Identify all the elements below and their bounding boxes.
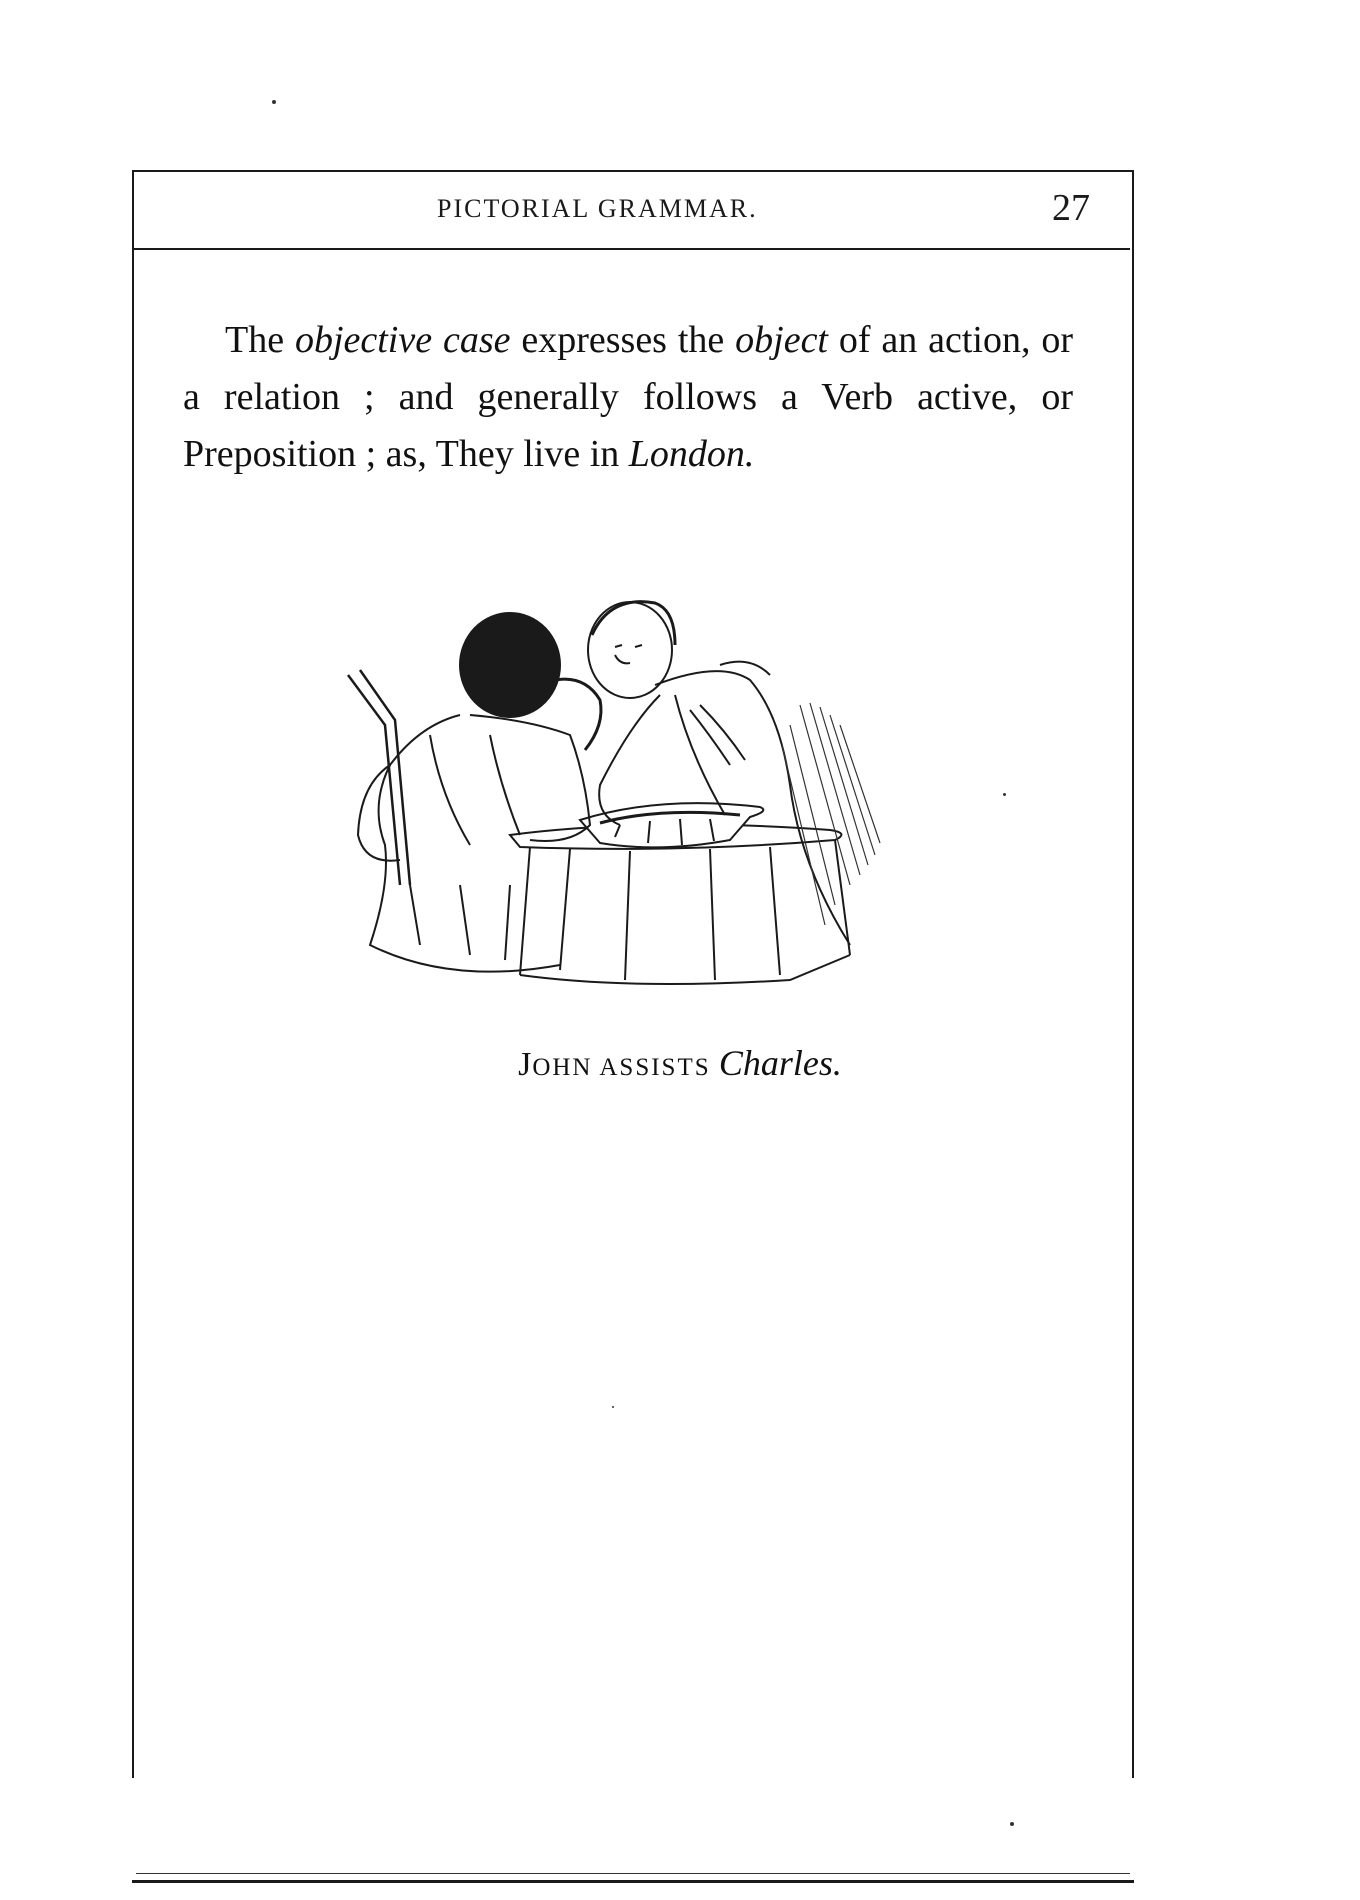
body-text-segment: of an action, or a relation ; and generally follows a Verb active, or Preposition ; as, They live in bbox=[183, 319, 1073, 475]
example-london: London. bbox=[628, 433, 755, 475]
body-text-segment: The bbox=[225, 319, 295, 361]
page-number: 27 bbox=[1052, 187, 1090, 229]
running-head: PICTORIAL GRAMMAR. bbox=[437, 194, 758, 223]
figure-caption bbox=[0, 1042, 1360, 1084]
term-object: object bbox=[735, 319, 828, 361]
scan-speck bbox=[1010, 1822, 1014, 1826]
page-header bbox=[132, 172, 1130, 250]
bottom-rule-thin bbox=[136, 1873, 1130, 1874]
bottom-rule bbox=[132, 1880, 1134, 1883]
caption-initial: J bbox=[518, 1046, 533, 1083]
scan-speck bbox=[272, 100, 276, 104]
body-paragraph bbox=[183, 312, 1073, 483]
caption-italic-name: Charles. bbox=[718, 1043, 842, 1083]
body-text-segment: expresses the bbox=[510, 319, 736, 361]
engraving-two-boys-at-table-icon bbox=[330, 585, 1000, 1005]
term-objective-case: objective case bbox=[294, 319, 511, 361]
caption-small-caps: OHN ASSISTS bbox=[532, 1054, 719, 1081]
